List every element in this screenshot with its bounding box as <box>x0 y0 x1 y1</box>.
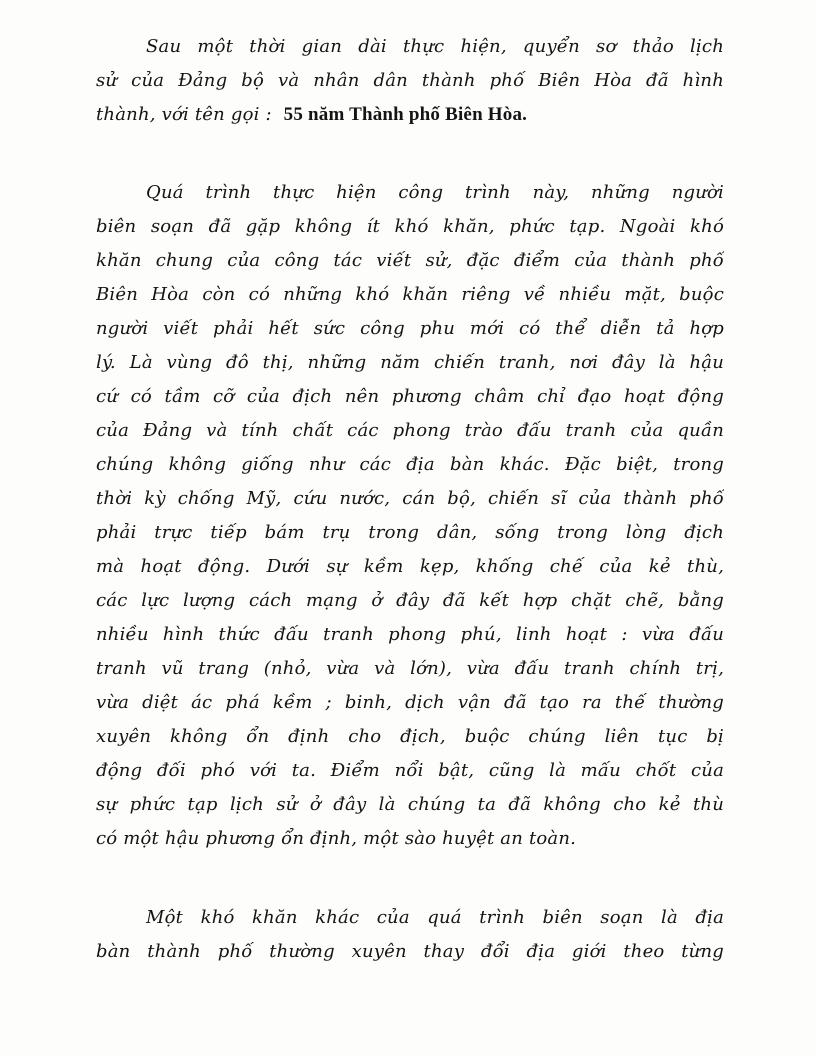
paragraph-intro <box>96 30 724 132</box>
text-line: chúng không giống như các địa bàn khác. Đặc biệt, trong <box>96 454 724 475</box>
text-line: Sau một thời gian dài thực hiện, quyển sơ thảo lịch <box>146 36 724 57</box>
text-line: biên soạn đã gặp không ít khó khăn, phức tạp. Ngoài khó <box>96 216 724 237</box>
text-line: người viết phải hết sức công phu mới có thể diễn tả hợp <box>96 318 724 339</box>
text-line: có một hậu phương ổn định, một sào huyệt an toàn. <box>96 828 577 849</box>
text-line: Biên Hòa còn có những khó khăn riêng về nhiều mặt, buộc <box>96 284 724 305</box>
text-line: bàn thành phố thường xuyên thay đổi địa giới theo từng <box>96 941 724 962</box>
text-line: khăn chung của công tác viết sử, đặc điểm của thành phố <box>96 250 724 271</box>
text-line: cứ có tầm cỡ của địch nên phương châm chỉ đạo hoạt động <box>96 386 724 407</box>
text-line: Quá trình thực hiện công trình này, những người <box>146 182 724 203</box>
text-line: thời kỳ chống Mỹ, cứu nước, cán bộ, chiến sĩ của thành phố <box>96 488 724 509</box>
text-line: Một khó khăn khác của quá trình biên soạn là địa <box>146 907 724 928</box>
paragraph-difficulties <box>96 176 724 856</box>
title-intro-text: thành, với tên gọi : <box>96 104 272 125</box>
text-line: động đối phó với ta. Điểm nổi bật, cũng là mấu chốt của <box>96 760 724 781</box>
book-title: 55 năm Thành phố Biên Hòa. <box>283 104 528 125</box>
text-line: lý. Là vùng đô thị, những năm chiến tranh, nơi đây là hậu <box>96 352 724 373</box>
text-line: sự phức tạp lịch sử ở đây là chúng ta đã không cho kẻ thù <box>96 794 724 815</box>
text-line: phải trực tiếp bám trụ trong dân, sống trong lòng địch <box>96 522 724 543</box>
text-line: xuyên không ổn định cho địch, buộc chúng liên tục bị <box>96 726 724 747</box>
text-line: tranh vũ trang (nhỏ, vừa và lớn), vừa đấu tranh chính trị, <box>96 658 724 679</box>
text-line: vừa diệt ác phá kềm ; binh, dịch vận đã tạo ra thế thường <box>96 692 724 713</box>
text-line: của Đảng và tính chất các phong trào đấu tranh của quần <box>96 420 724 441</box>
text-line: sử của Đảng bộ và nhân dân thành phố Biên Hòa đã hình <box>96 70 724 91</box>
text-line: các lực lượng cách mạng ở đây đã kết hợp chặt chẽ, bằng <box>96 590 724 611</box>
text-line <box>96 98 724 132</box>
text-line: nhiều hình thức đấu tranh phong phú, linh hoạt : vừa đấu <box>96 624 724 645</box>
paragraph-boundaries <box>96 901 724 969</box>
text-line: mà hoạt động. Dưới sự kềm kẹp, khống chế của kẻ thù, <box>96 556 724 577</box>
